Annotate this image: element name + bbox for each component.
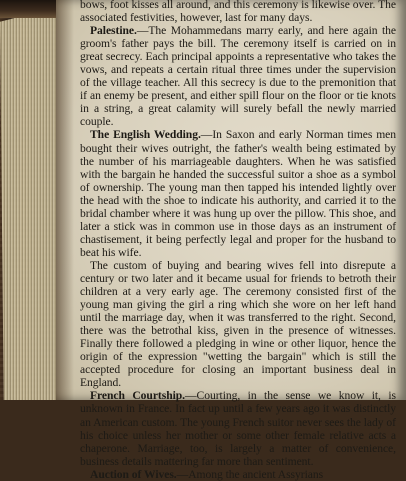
paragraph-text: bows, foot kisses all around, and this ceremony is likewise over. The associated festivities, however, last for many days. <box>80 0 396 25</box>
paragraph-buying-selling <box>80 259 396 389</box>
paragraph-auction-of-wives <box>80 468 396 481</box>
paragraph-heading: Auction of Wives. <box>90 467 177 481</box>
paragraph-text: The custom of buying and bearing wives fell into disrepute a century or two later and it became usual for friends to betroth their children at a very early age. The ceremony consisted first of the young man giving the girl a ring which she wore on her left hand until the marriage day, when it was transferred to the right. Second, there was the betrothal kiss, given in the presence of witnesses. Finally there followed a pledging in wine or other liquor, hence the origin of the expression "wetting the bargain" which is still the accepted procedure for closing an important business deal in England. <box>80 258 396 390</box>
gutter-shadow <box>56 0 74 400</box>
paragraph-opening <box>80 0 396 24</box>
paragraph-french-courtship <box>80 389 396 467</box>
paragraph-heading: French Courtship. <box>90 389 186 403</box>
paragraph-english-wedding <box>80 128 396 258</box>
paragraph-heading: Palestine. <box>90 24 137 38</box>
paragraph-text: —Among the ancient Assyrians <box>176 467 324 481</box>
paragraph-text: —The Mohammedans marry early, and here again the groom's father pays the bill. The ceremony itself is carried on in great secrecy. Each principal appoints a representative who takes the vows, and repeats a certain ritual three times under the supervision of the village teacher. All this secrecy is due to the premonition that if an enemy be present, and either spill flour on the floor or tie knots in a string, a great calamity will surely befall the newly married couple. <box>80 24 396 129</box>
book-page <box>56 0 406 481</box>
page-text <box>80 0 396 481</box>
paragraph-palestine <box>80 24 396 128</box>
paragraph-text: —In Saxon and early Norman times men bought their wives outright, the father's wealth being estimated by the number of his marriageable daughters. When he was satisfied with the bargain he handed the successful suitor a shoe as a symbol of ownership. The young man then tapped his intended lightly over the head with the shoe to indicate his authority, and carried it to the bridal chamber where it was hung up over the pillow. This shoe, and later a stick was in common use in those days as an instrument of chastisement, it being perfectly legal and proper for the husband to beat his wife. <box>80 128 397 259</box>
paragraph-heading: The English Wedding. <box>90 128 201 142</box>
paragraph-text: —Courting, in the sense we know it, is unknown in France. In fact up until a few years ago it was distinctly an American custom. The young French suitor never sees the lady of his choice unless her mother or some other female relative acts a chaperone. Marriage, too, is largely a matter of convenience, business details mattering far more than sentiment. <box>80 389 396 468</box>
page-edges <box>0 6 62 400</box>
